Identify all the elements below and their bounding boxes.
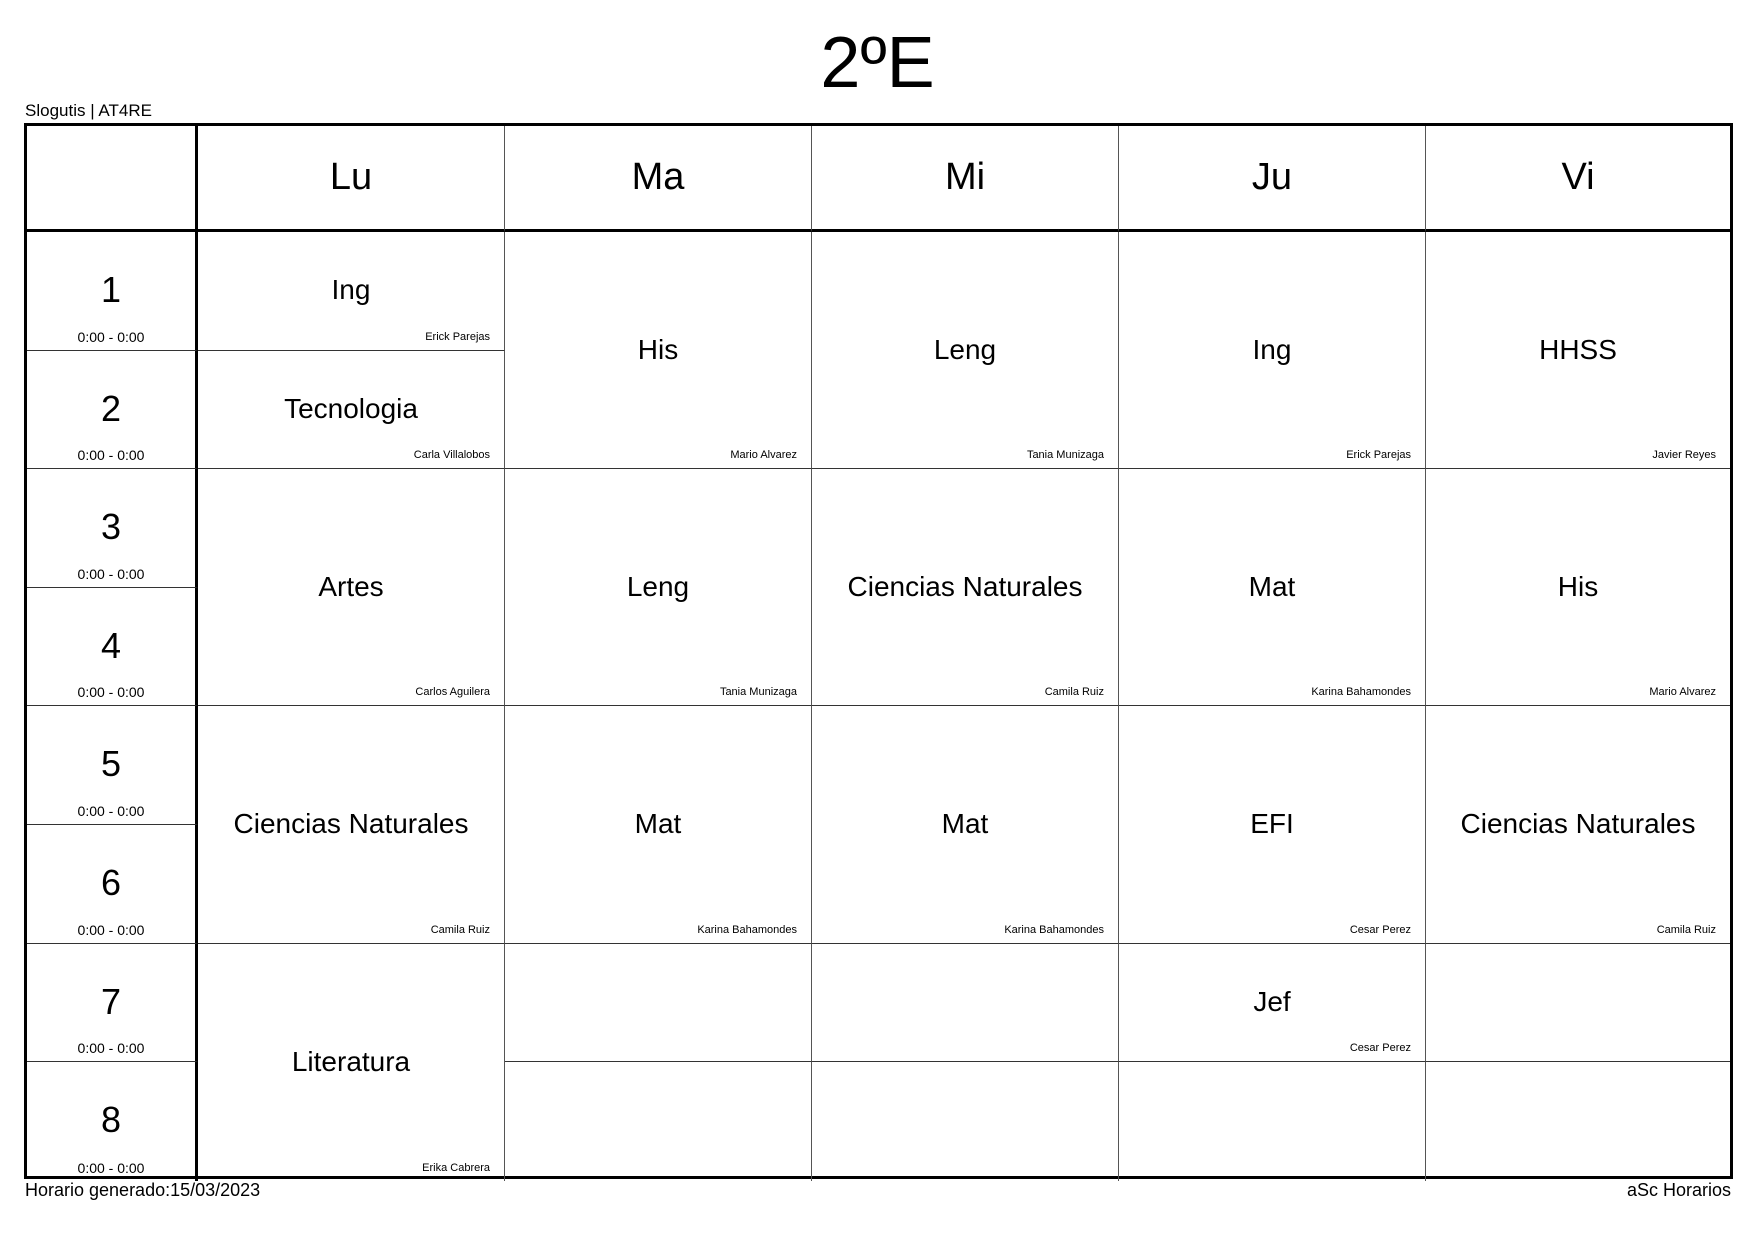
lesson-subject: His xyxy=(1557,571,1599,603)
period-number: 3 xyxy=(100,506,122,548)
app-name: aSc Horarios xyxy=(1626,1180,1731,1200)
empty-cell xyxy=(1119,1062,1426,1181)
lesson-cell xyxy=(1119,232,1426,469)
lesson-subject: Mat xyxy=(634,808,682,840)
lesson-cell xyxy=(1119,469,1426,706)
lesson-subject: Mat xyxy=(941,808,989,840)
lesson-teacher: Cesar Perez xyxy=(1349,1042,1411,1055)
period-label xyxy=(27,232,198,351)
empty-cell xyxy=(505,1062,812,1181)
period-label xyxy=(27,825,198,944)
lesson-subject: Ing xyxy=(331,274,371,305)
day-header: Lu xyxy=(198,126,505,232)
lesson-teacher: Mario Alvarez xyxy=(730,449,797,462)
period-label xyxy=(27,706,198,825)
period-time: 0:00 - 0:00 xyxy=(77,328,145,345)
school-name: Slogutis | AT4RE xyxy=(25,101,152,120)
lesson-teacher: Cesar Perez xyxy=(1349,923,1411,936)
lesson-subject: Mat xyxy=(1248,571,1296,603)
empty-cell xyxy=(812,1062,1119,1181)
lesson-subject: EFI xyxy=(1250,808,1294,840)
lesson-teacher: Karina Bahamondes xyxy=(697,923,797,936)
lesson-cell xyxy=(505,469,812,706)
period-number: 2 xyxy=(100,387,122,429)
day-header: Vi xyxy=(1426,126,1730,232)
lesson-cell xyxy=(812,706,1119,943)
lesson-cell xyxy=(505,706,812,943)
lesson-cell xyxy=(198,706,505,943)
period-time: 0:00 - 0:00 xyxy=(77,1040,145,1057)
lesson-teacher: Camila Ruiz xyxy=(430,923,490,936)
lesson-cell xyxy=(198,469,505,706)
period-time: 0:00 - 0:00 xyxy=(77,802,145,819)
lesson-teacher: Camila Ruiz xyxy=(1656,923,1716,936)
lesson-teacher: Erika Cabrera xyxy=(422,1161,490,1174)
period-number: 1 xyxy=(100,269,122,310)
lesson-subject: Literatura xyxy=(291,1046,411,1078)
lesson-cell xyxy=(812,469,1119,706)
lesson-subject: Ing xyxy=(1252,334,1292,366)
lesson-subject: HHSS xyxy=(1539,334,1617,366)
empty-cell xyxy=(812,944,1119,1063)
timetable-title: 2ºE xyxy=(820,23,935,103)
period-label xyxy=(27,469,198,588)
period-time: 0:00 - 0:00 xyxy=(77,1159,145,1176)
lesson-cell xyxy=(1426,706,1730,943)
lesson-teacher: Tania Munizaga xyxy=(1026,449,1104,462)
lesson-teacher: Mario Alvarez xyxy=(1649,686,1716,699)
lesson-subject: Artes xyxy=(318,571,384,603)
lesson-cell xyxy=(505,232,812,469)
lesson-teacher: Camila Ruiz xyxy=(1044,686,1104,699)
lesson-cell xyxy=(1426,232,1730,469)
period-number: 5 xyxy=(100,743,122,785)
period-label xyxy=(27,1062,198,1181)
lesson-cell xyxy=(1426,469,1730,706)
lesson-subject: Leng xyxy=(626,571,690,603)
day-header: Mi xyxy=(812,126,1119,232)
lesson-cell xyxy=(198,351,505,470)
period-label xyxy=(27,944,198,1063)
period-number: 4 xyxy=(100,624,122,666)
lesson-teacher: Karina Bahamondes xyxy=(1311,686,1411,699)
period-time: 0:00 - 0:00 xyxy=(77,921,145,938)
lesson-teacher: Carlos Aguilera xyxy=(415,686,490,699)
lesson-subject: Ciencias Naturales xyxy=(1460,808,1696,840)
period-time: 0:00 - 0:00 xyxy=(77,684,145,701)
empty-cell xyxy=(505,944,812,1063)
lesson-cell xyxy=(198,232,505,351)
period-label xyxy=(27,588,198,707)
lesson-subject: His xyxy=(637,334,679,366)
lesson-teacher: Karina Bahamondes xyxy=(1004,923,1104,936)
period-label xyxy=(27,351,198,470)
period-time: 0:00 - 0:00 xyxy=(77,447,145,464)
day-header: Ju xyxy=(1119,126,1426,232)
lesson-subject: Ciencias Naturales xyxy=(847,571,1083,603)
lesson-cell xyxy=(1119,706,1426,943)
header-corner xyxy=(27,126,198,232)
lesson-cell xyxy=(812,232,1119,469)
lesson-cell xyxy=(1119,944,1426,1063)
timetable-grid xyxy=(24,123,1733,1179)
empty-cell xyxy=(1426,944,1730,1063)
period-number: 6 xyxy=(100,861,122,903)
lesson-teacher: Erick Parejas xyxy=(1346,449,1411,462)
period-number: 8 xyxy=(100,1099,122,1141)
lesson-subject: Jef xyxy=(1253,985,1291,1017)
period-number: 7 xyxy=(100,980,122,1022)
lesson-teacher: Tania Munizaga xyxy=(719,686,797,699)
lesson-teacher: Carla Villalobos xyxy=(413,449,490,462)
lesson-subject: Leng xyxy=(933,334,997,366)
day-header: Ma xyxy=(505,126,812,232)
empty-cell xyxy=(1426,1062,1730,1181)
lesson-teacher: Erick Parejas xyxy=(425,330,490,343)
lesson-subject: Ciencias Naturales xyxy=(233,808,469,840)
generated-date: Horario generado:15/03/2023 xyxy=(25,1180,261,1200)
lesson-subject: Tecnologia xyxy=(284,392,418,424)
lesson-teacher: Javier Reyes xyxy=(1652,449,1716,462)
lesson-cell xyxy=(198,944,505,1181)
period-time: 0:00 - 0:00 xyxy=(77,565,145,582)
